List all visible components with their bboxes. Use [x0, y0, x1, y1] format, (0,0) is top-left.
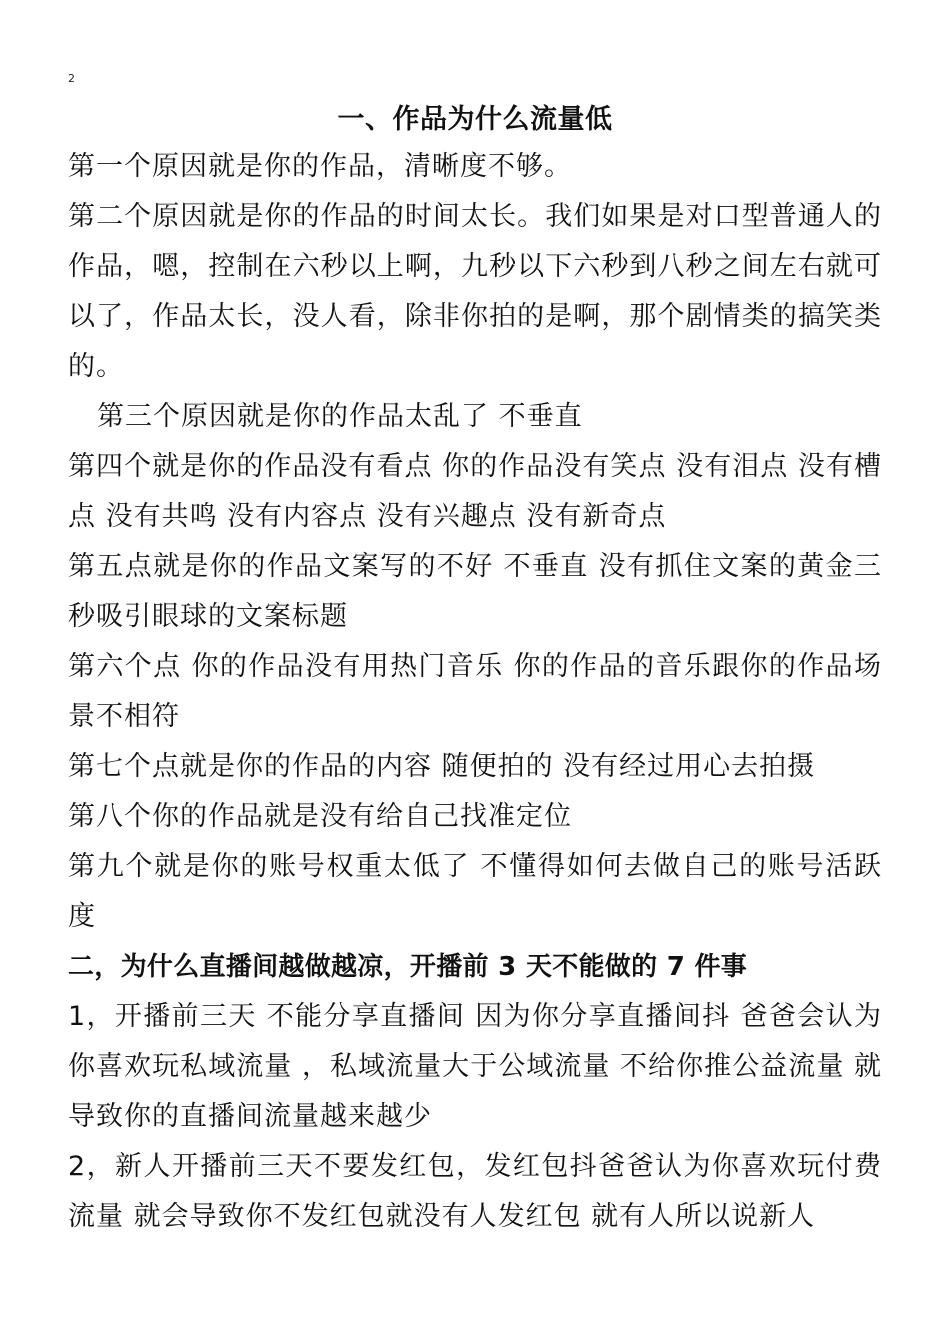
rule-1-paragraph: 1，开播前三天 不能分享直播间 因为你分享直播间抖 爸爸会认为你喜欢玩私域流量 ，私域流量大于公域流量 不给你推公益流量 就导致你的直播间流量越来越少 [68, 1001, 882, 1132]
document-body [68, 98, 882, 1242]
section-2-title: 二，为什么直播间越做越凉，开播前 3 天不能做的 7 件事 [68, 952, 748, 982]
section-1-title: 一、作品为什么流量低 [337, 104, 613, 135]
reason-8-paragraph: 第八个你的作品就是没有给自己找准定位 [68, 801, 572, 832]
page-number: 2 [68, 72, 75, 85]
reason-7-paragraph: 第七个点就是你的作品的内容 随便拍的 没有经过用心去拍摄 [68, 751, 816, 782]
rule-2-paragraph: 2，新人开播前三天不要发红包，发红包抖爸爸认为你喜欢玩付费流量 就会导致你不发红包就没有人发红包 就有人所以说新人 [68, 1151, 882, 1232]
reason-3-paragraph: 第三个原因就是你的作品太乱了 不垂直 [97, 401, 583, 432]
reason-1-paragraph: 第一个原因就是你的作品，清晰度不够。 [68, 151, 572, 182]
reason-5-paragraph: 第五点就是你的作品文案写的不好 不垂直 没有抓住文案的黄金三秒吸引眼球的文案标题 [68, 551, 882, 632]
reason-6-paragraph: 第六个点 你的作品没有用热门音乐 你的作品的音乐跟你的作品场景不相符 [68, 651, 882, 732]
reason-2-paragraph: 第二个原因就是你的作品的时间太长。我们如果是对口型普通人的作品，嗯，控制在六秒以上啊，九秒以下六秒到八秒之间左右就可以了，作品太长，没人看，除非你拍的是啊，那个剧情类的搞笑类的。 [68, 201, 882, 382]
reason-9-paragraph: 第九个就是你的账号权重太低了 不懂得如何去做自己的账号活跃度 [68, 851, 882, 932]
reason-4-paragraph: 第四个就是你的作品没有看点 你的作品没有笑点 没有泪点 没有槽点 没有共鸣 没有内容点 没有兴趣点 没有新奇点 [68, 451, 882, 532]
